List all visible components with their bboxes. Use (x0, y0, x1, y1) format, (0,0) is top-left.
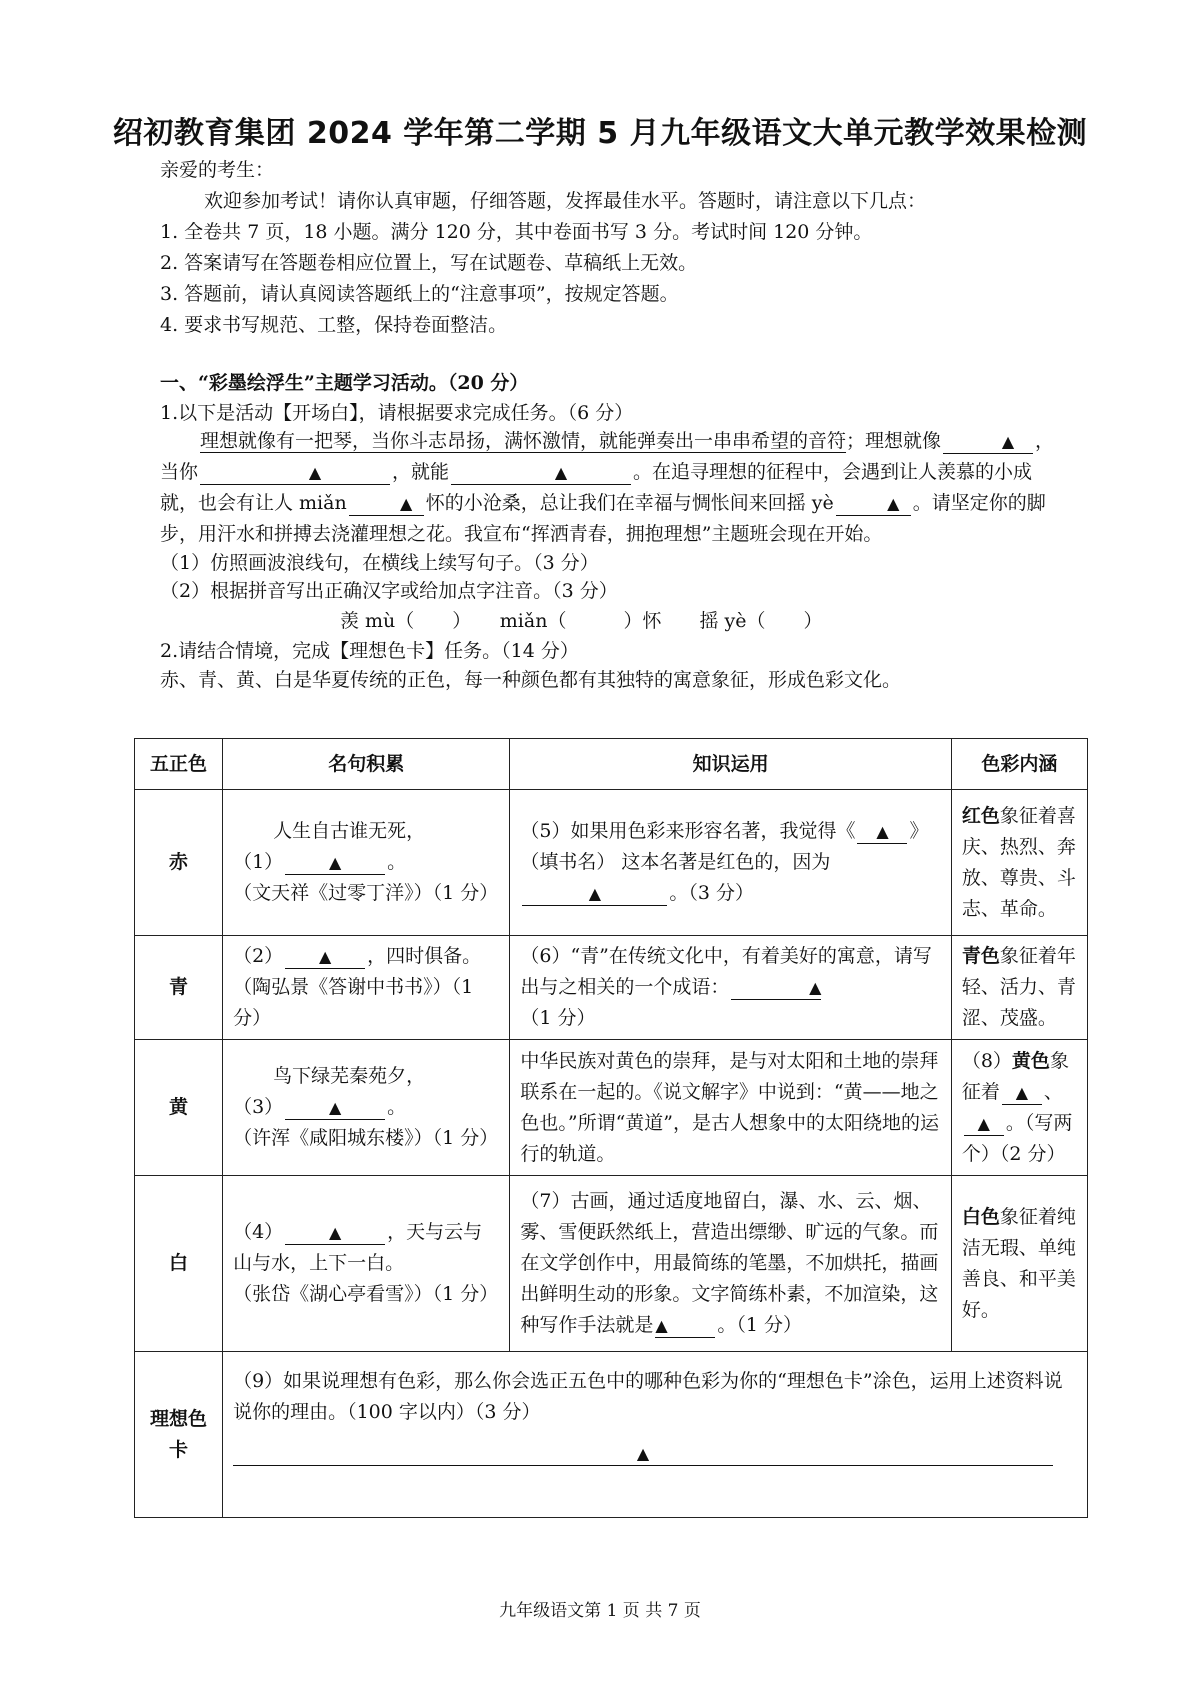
color-name: 青 (135, 936, 223, 1040)
knowledge-cell: （6）“青”在传统文化中，有着美好的寓意，请写出与之相关的一个成语： ▲ （1 分） (510, 936, 951, 1040)
note-3: 3. 答题前，请认真阅读答题纸上的“注意事项”，按规定答题。 (160, 283, 679, 305)
table-row-yellow (135, 1040, 1088, 1176)
meaning-blank-2[interactable] (964, 1112, 1004, 1136)
exam-title: 绍初教育集团 2024 学年第二学期 5 月九年级语文大单元教学效果检测 (112, 116, 1088, 151)
table-row-cyan (135, 936, 1088, 1040)
triangle-icon: ▲ (554, 463, 568, 482)
color-name: 黄 (135, 1040, 223, 1176)
quote-blank-4[interactable] (285, 1221, 385, 1245)
quote-blank-3[interactable] (285, 1096, 385, 1120)
quote-blank-line: （3） ▲ 。 (233, 1096, 407, 1118)
note-1: 1. 全卷共 7 页，18 小题。满分 120 分，其中卷面书写 3 分。考试时间 120 分钟。 (160, 221, 873, 243)
triangle-icon: ▲ (876, 822, 889, 841)
ideal-card-question: （9）如果说理想有色彩，那么你会选正五色中的哪种色彩为你的“理想色卡”涂色，运用上述资料说说你的理由。（100 字以内）（3 分） (233, 1370, 1063, 1423)
question-2-intro: 赤、青、黄、白是华夏传统的正色，每一种颜色都有其独特的寓意象征，形成色彩文化。 (160, 669, 902, 691)
welcome-text: 欢迎参加考试！请你认真审题，仔细答题，发挥最佳水平。答题时，请注意以下几点： (204, 190, 927, 212)
triangle-icon: ▲ (977, 1113, 990, 1133)
header-quotes: 名句积累 (223, 739, 510, 790)
quote-cell (223, 790, 510, 936)
header-knowledge: 知识运用 (510, 739, 951, 790)
meaning-cell: 红色象征着喜庆、热烈、奔放、尊贵、斗志、革命。 (951, 790, 1087, 936)
page-footer: 九年级语文第 1 页 共 7 页 (499, 1601, 701, 1621)
blank-continue-2[interactable] (200, 461, 390, 485)
subquestion-1: （1）仿照画波浪线句，在横线上续写句子。（3 分） (160, 552, 599, 574)
quote-source: （张岱《湖心亭看雪》）（1 分） (233, 1283, 499, 1305)
triangle-icon: ▲ (636, 1444, 650, 1463)
header-color: 五正色 (135, 739, 223, 790)
ideal-card-cell (223, 1352, 1088, 1518)
quote-cell (223, 1176, 510, 1352)
quote-source: （文天祥《过零丁洋》）（1 分） (233, 882, 499, 904)
blank-ye[interactable] (836, 492, 911, 516)
table-row-ideal-card (135, 1352, 1088, 1518)
triangle-icon: ▲ (809, 978, 822, 997)
blank-mian[interactable] (349, 492, 424, 516)
triangle-icon: ▲ (308, 463, 322, 482)
quote-blank-2[interactable] (285, 945, 365, 969)
triangle-icon: ▲ (1001, 432, 1015, 451)
quote-source: （陶弘景《答谢中书书》）（1 分） (233, 976, 474, 1029)
triangle-icon: ▲ (400, 494, 413, 513)
meaning-blank-1[interactable] (1002, 1081, 1042, 1105)
table-row-white (135, 1176, 1088, 1352)
quote-blank-line: （4） ▲ ，天与云与山与水，上下一白。 (233, 1221, 483, 1274)
wavy-underlined-sentence: 理想就像有一把琴，当你斗志昂扬，满怀激情，就能弹奏出一串串希望的音符 (200, 430, 847, 452)
subquestion-2: （2）根据拼音写出正确汉字或给加点字注音。（3 分） (160, 580, 618, 602)
passage-text: 。请坚定你的脚步，用汗水和拼搏去浇灌理想之花。我宣布“挥洒青春，拥抱理想”主题班会现在开始。 (160, 492, 1046, 545)
ideal-card-answer-line[interactable] (233, 1442, 1053, 1466)
quote-cell (223, 936, 510, 1040)
header-meaning: 色彩内涵 (951, 739, 1087, 790)
book-title-blank[interactable] (857, 820, 907, 844)
color-name: 白 (135, 1176, 223, 1352)
quote-cell (223, 1040, 510, 1176)
triangle-icon: ▲ (588, 884, 602, 903)
table-header-row (135, 739, 1088, 790)
triangle-icon: ▲ (329, 1223, 342, 1242)
greeting: 亲爱的考生： (160, 159, 275, 181)
passage-text: 怀的小沧桑，总让我们在幸福与惆怅间来回摇 yè (425, 492, 834, 514)
table-row-red (135, 790, 1088, 936)
opening-passage (160, 426, 1070, 550)
knowledge-cell: （5）如果用色彩来形容名著，我觉得《 ▲ 》（填书名） 这本名著是红色的，因为▲ 。（3 分） (510, 790, 951, 936)
triangle-icon: ▲ (319, 947, 332, 966)
idiom-blank[interactable] (731, 976, 821, 1000)
passage-text: 。在追寻理想的征程中，会遇到让人羡慕的小成就，也会有让人 miǎn (160, 461, 1033, 514)
technique-blank[interactable] (655, 1314, 715, 1338)
quote-source: （许浑《咸阳城东楼》）（1 分） (233, 1127, 499, 1149)
knowledge-cell: （7）古画，通过适度地留白，瀑、水、云、烟、雾、雪便跃然纸上，营造出缥缈、旷远的气象。而在文学创作中，用最简练的笔墨，不加烘托，描画出鲜明生动的形象。文字简练朴素，不加渲染，这种写作手法就是 ▲ 。（1 分） (510, 1176, 951, 1352)
quote-blank-line: （2） ▲ ，四时俱备。 (233, 945, 482, 967)
triangle-icon: ▲ (887, 494, 900, 513)
color-name: 赤 (135, 790, 223, 936)
passage-text: ，就能 (392, 461, 450, 483)
question-1-prompt: 1.以下是活动【开场白】，请根据要求完成任务。（6 分） (160, 402, 634, 424)
quote-blank-1[interactable] (285, 851, 385, 875)
blank-continue-1[interactable] (943, 430, 1033, 454)
blank-continue-3[interactable] (451, 461, 631, 485)
ideal-card-label: 理想色卡 (135, 1352, 223, 1518)
color-card-table (134, 738, 1088, 1518)
quote-blank-line: （1） ▲ 。 (233, 851, 407, 873)
note-2: 2. 答案请写在答题卷相应位置上，写在试题卷、草稿纸上无效。 (160, 252, 698, 274)
triangle-icon: ▲ (329, 853, 342, 872)
note-4: 4. 要求书写规范、工整，保持卷面整洁。 (160, 314, 508, 336)
triangle-icon: ▲ (329, 1098, 342, 1117)
triangle-icon: ▲ (1015, 1082, 1028, 1102)
section-heading: 一、“彩墨绘浮生”主题学习活动。（20 分） (160, 372, 529, 394)
meaning-cell: 白色象征着纯洁无瑕、单纯善良、和平美好。 (951, 1176, 1087, 1352)
question-2-prompt: 2.请结合情境，完成【理想色卡】任务。（14 分） (160, 640, 579, 662)
quote-line: 鸟下绿芜秦苑夕， (273, 1065, 426, 1087)
pinyin-line: 羡 mù（ ） miǎn（ ）怀 摇 yè（ ） (340, 610, 823, 632)
knowledge-cell: 中华民族对黄色的崇拜，是与对太阳和土地的崇拜联系在一起的。《说文解字》中说到：“黄——地之色也。”所谓“黄道”，是古人想象中的太阳绕地的运行的轨道。 (510, 1040, 951, 1176)
passage-text: ，当你 (160, 430, 1055, 483)
reason-blank[interactable] (522, 882, 667, 906)
passage-text: ；理想就像 (846, 430, 942, 452)
triangle-icon: ▲ (655, 1316, 668, 1335)
quote-line: 人生自古谁无死， (273, 820, 426, 842)
meaning-cell: 青色象征着年轻、活力、青涩、茂盛。 (951, 936, 1087, 1040)
meaning-cell: （8）黄色象征着 ▲ 、▲ 。（写两个）（2 分） (951, 1040, 1087, 1176)
